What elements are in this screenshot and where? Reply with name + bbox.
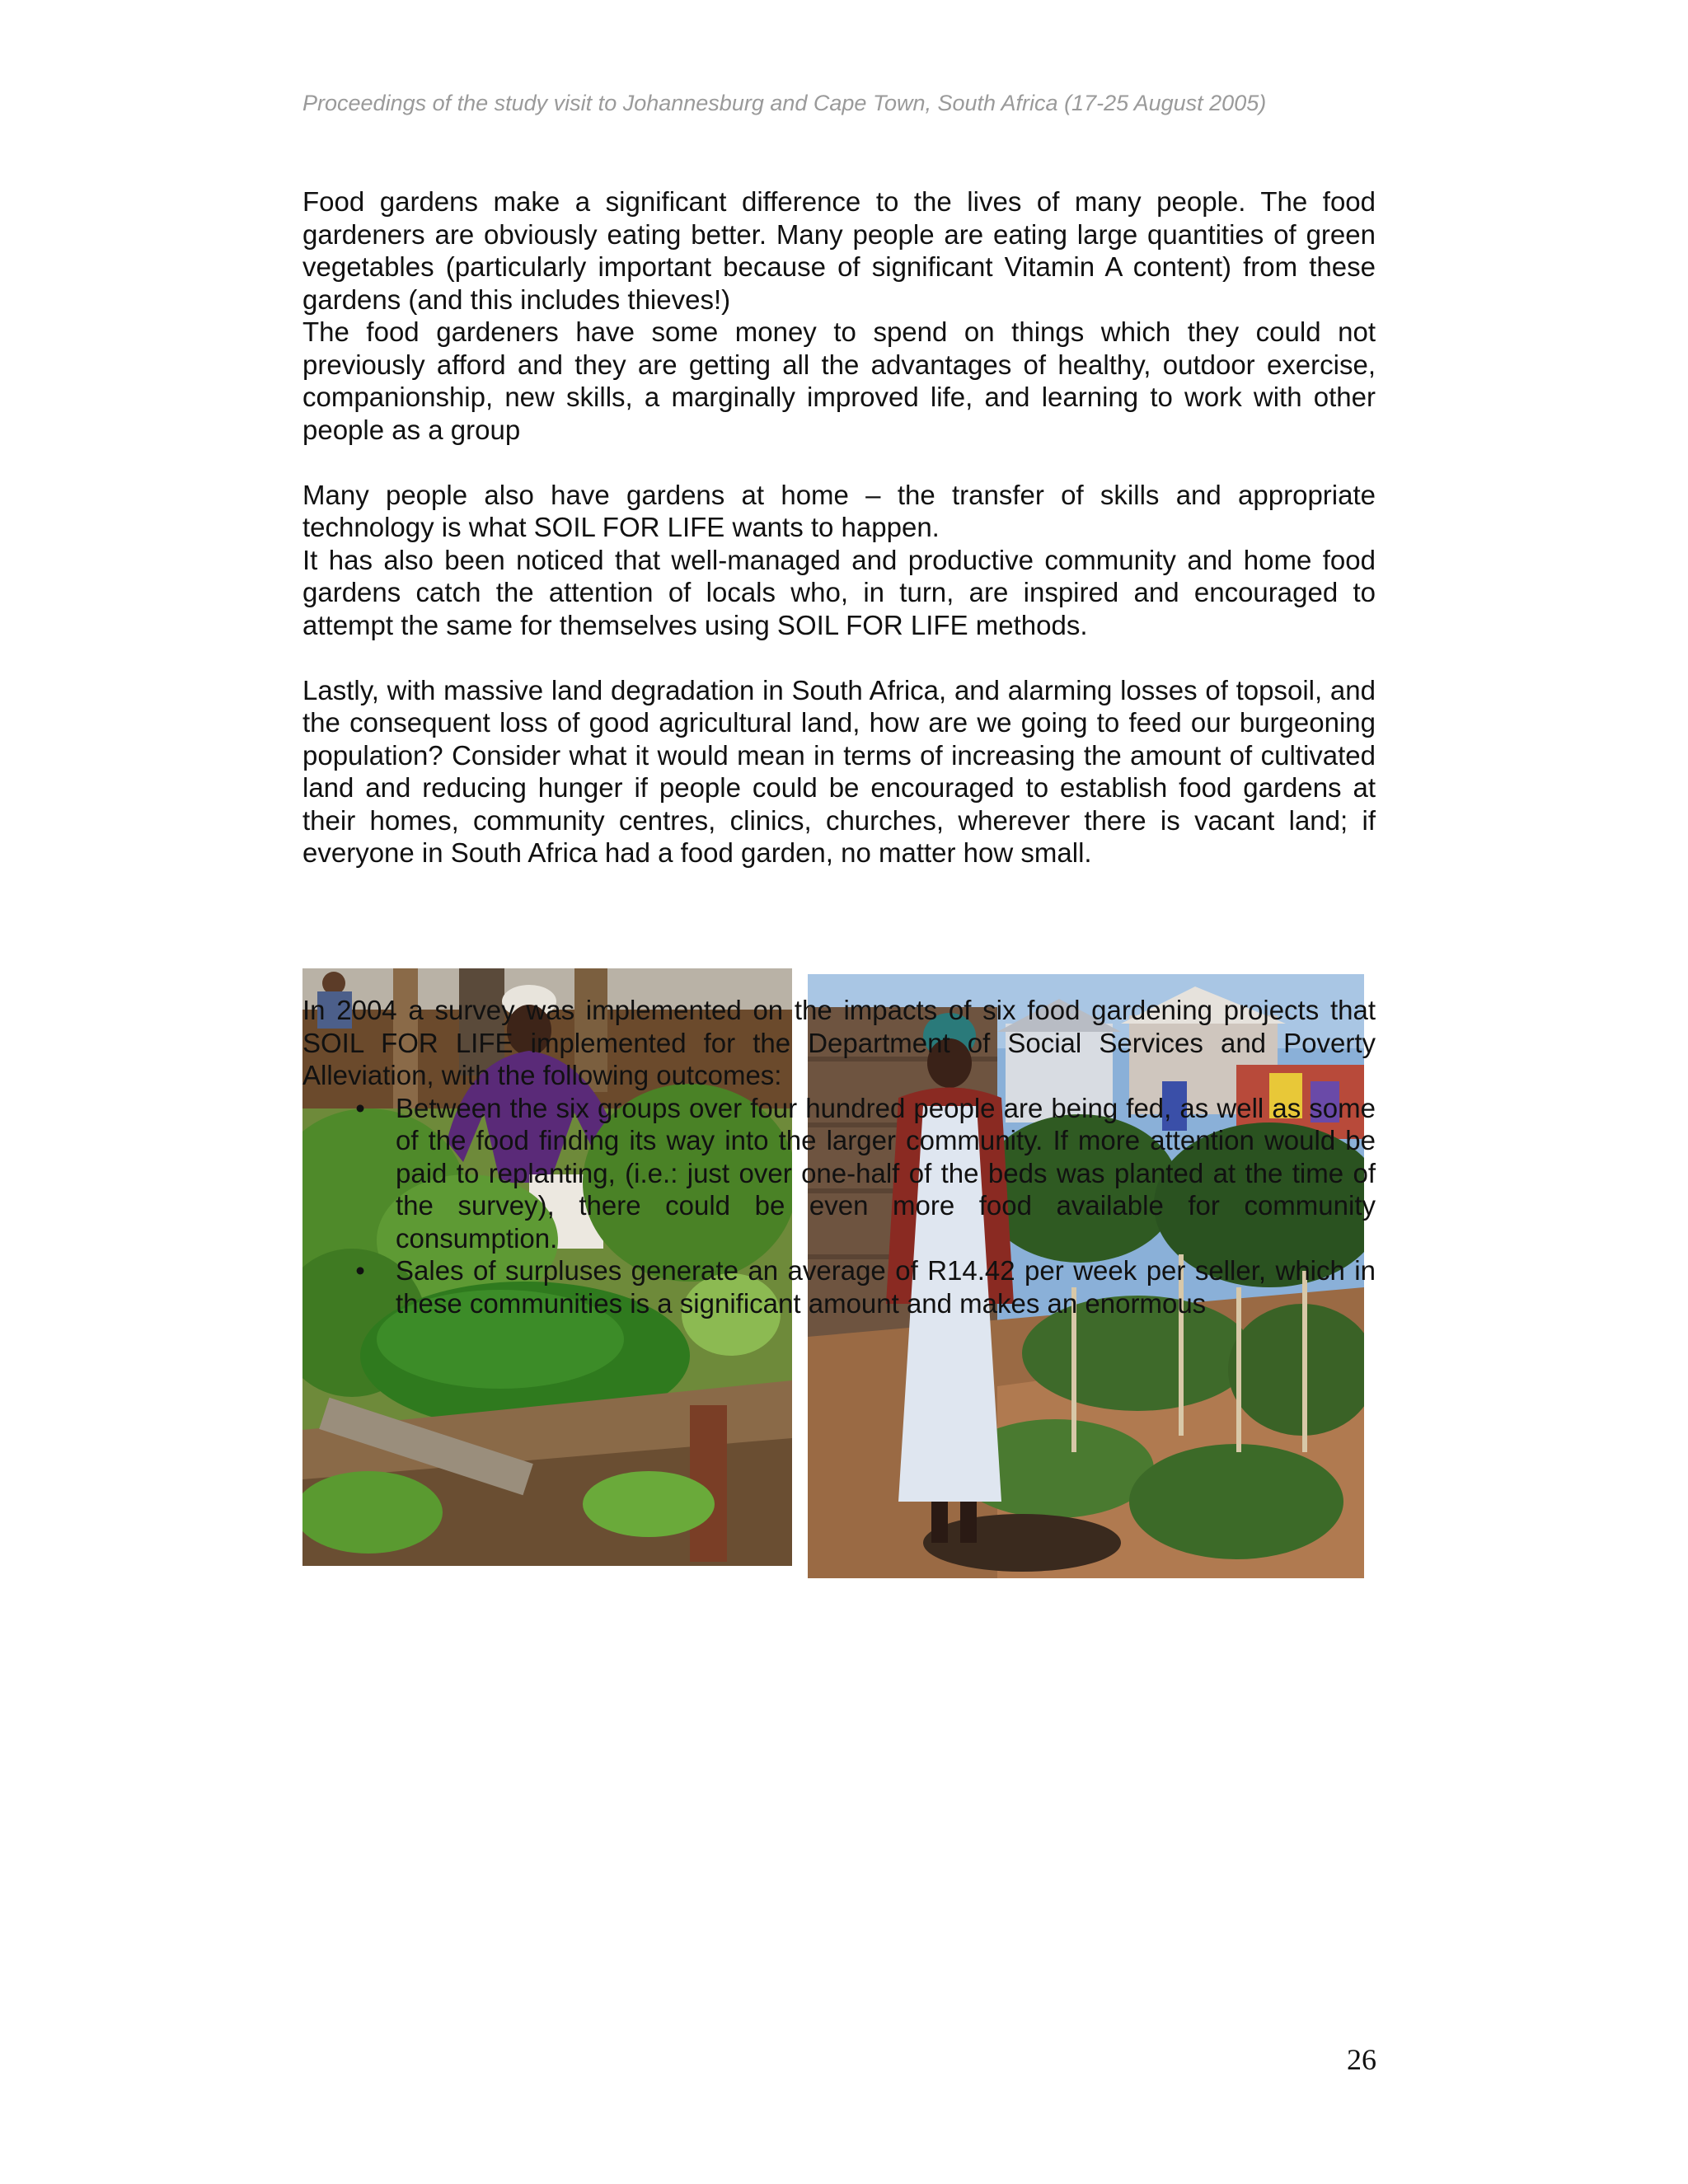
list-item-text: Between the six groups over four hundred people are being fed, as well as some of the food finding its way into the larger community. If more attention would be paid to replanting, (i.e.: just over one-half of the beds was planted at the time of the survey), there could be even more food available for community consumption. [396, 1092, 1376, 1254]
body-text-lower [302, 994, 1376, 1319]
list-item-text: Sales of surpluses generate an average of R14.42 per week per seller, which in these communities is a significant amount and makes an enormous [396, 1255, 1376, 1319]
running-header: Proceedings of the study visit to Johannesburg and Cape Town, South Africa (17-25 August 2005) [302, 91, 1267, 115]
paragraph: Food gardens make a significant difference to the lives of many people. The food gardeners are obviously eating better. Many people are eating large quantities of green vegetables (particularly important because of significant Vitamin A content) from these gardens (and this includes thieves!) [302, 186, 1376, 315]
list-item [302, 1254, 1376, 1319]
bullet-marker: • [355, 1092, 365, 1123]
list-item [302, 1092, 1376, 1255]
paragraph: The food gardeners have some money to spend on things which they could not previously afford and they are getting all the advantages of healthy, outdoor exercise, companionship, new skills, a marginally improved life, and learning to work with other people as a group [302, 316, 1376, 445]
outcomes-list [302, 1092, 1376, 1320]
bullet-marker: • [355, 1255, 365, 1286]
paragraph: It has also been noticed that well-managed and productive community and home food gardens catch the attention of locals who, in turn, are inspired and encouraged to attempt the same for themselves using SOIL FOR LIFE methods. [302, 544, 1376, 640]
paragraph: Many people also have gardens at home – the transfer of skills and appropriate technology is what SOIL FOR LIFE wants to happen. [302, 479, 1376, 542]
page-number: 26 [1347, 2043, 1376, 2076]
paragraph: Lastly, with massive land degradation in South Africa, and alarming losses of topsoil, and the consequent loss of good agricultural land, how are we going to feed our burgeoning population? Consider what it would mean in terms of increasing the amount of cultivated land and reducing hunger if people could be encouraged to establish food gardens at their homes, community centres, clinics, churches, wherever there is vacant land; if everyone in South Africa had a food garden, no matter how small. [302, 674, 1376, 868]
paragraph: In 2004 a survey was implemented on the impacts of six food gardening projects that SOIL FOR LIFE implemented for the Department of Social Services and Poverty Alleviation, with the following outcomes: [302, 995, 1376, 1090]
body-text-upper [302, 185, 1376, 869]
